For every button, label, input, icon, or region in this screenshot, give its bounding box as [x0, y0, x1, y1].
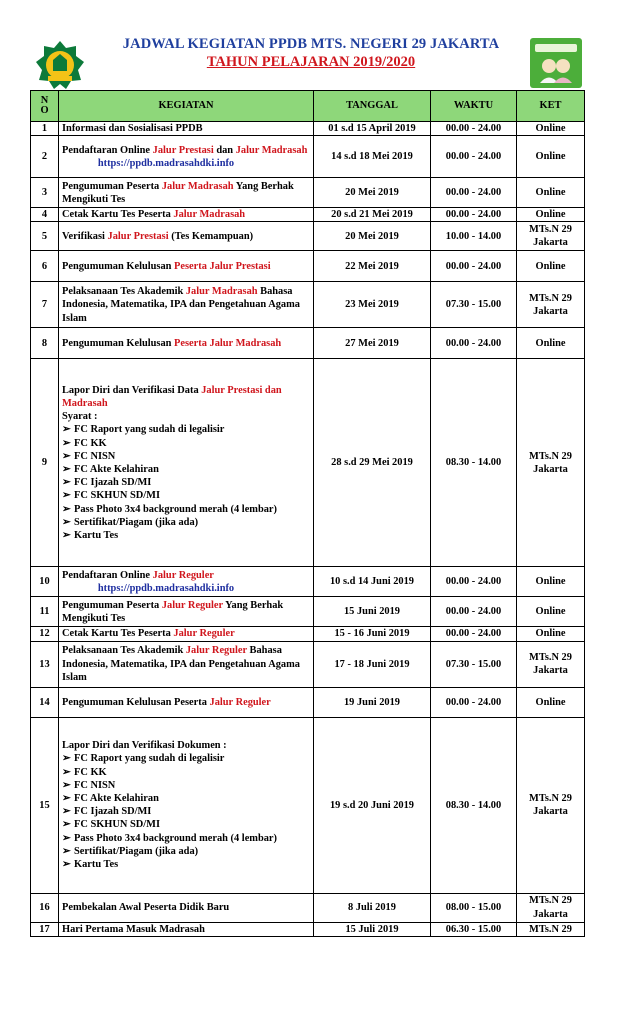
dokumen-item-text: FC Raport yang sudah di legalisir [74, 753, 225, 765]
ket-cell: Online [517, 567, 585, 597]
kegiatan-highlight: Jalur Reguler [161, 599, 223, 611]
kegiatan-cell [59, 359, 314, 567]
kegiatan-text: Cetak Kartu Tes Peserta [62, 209, 174, 221]
waktu-cell: 00.00 - 24.00 [431, 136, 517, 178]
page-header [0, 0, 622, 90]
arrow-bullet-icon: ➢ [62, 858, 71, 870]
kegiatan-text: Informasi dan Sosialisasi PPDB [62, 123, 203, 134]
tanggal-cell: 23 Mei 2019 [314, 282, 431, 328]
syarat-item-text: FC Raport yang sudah di legalisir [74, 424, 225, 436]
table-row [31, 359, 585, 567]
row-number: 2 [31, 136, 59, 178]
kegiatan-text: Pendaftaran Online [62, 569, 153, 581]
syarat-item [62, 423, 310, 436]
arrow-bullet-icon: ➢ [62, 477, 71, 489]
waktu-cell: 06.30 - 15.00 [431, 922, 517, 936]
tanggal-cell: 27 Mei 2019 [314, 328, 431, 359]
syarat-item [62, 529, 310, 542]
ket-cell: MTs.N 29 Jakarta [517, 222, 585, 251]
waktu-cell: 08.30 - 14.00 [431, 717, 517, 893]
ket-cell: MTs.N 29 Jakarta [517, 641, 585, 687]
kegiatan-cell [59, 597, 314, 627]
row-number: 11 [31, 597, 59, 627]
table-row [31, 208, 585, 222]
page-title: JADWAL KEGIATAN PPDB MTS. NEGERI 29 JAKARTA [122, 36, 500, 52]
row-number: 16 [31, 893, 59, 922]
tanggal-cell: 15 - 16 Juni 2019 [314, 627, 431, 641]
page-subtitle: TAHUN PELAJARAN 2019/2020 [206, 54, 416, 70]
ket-cell: Online [517, 251, 585, 282]
kegiatan-highlight: Jalur Reguler [209, 696, 271, 708]
waktu-cell: 07.30 - 15.00 [431, 641, 517, 687]
ket-cell: Online [517, 687, 585, 717]
kegiatan-highlight: Jalur Prestasi [152, 144, 214, 156]
kegiatan-highlight: Jalur Reguler [185, 645, 247, 657]
waktu-cell: 00.00 - 24.00 [431, 627, 517, 641]
table-row [31, 222, 585, 251]
dokumen-item-text: FC Ijazah SD/MI [74, 806, 152, 818]
syarat-item [62, 463, 310, 476]
kegiatan-text: Yang Berhak Mengikuti Tes [62, 180, 294, 205]
table-row [31, 178, 585, 208]
table-body [31, 122, 585, 937]
arrow-bullet-icon: ➢ [62, 779, 71, 791]
waktu-cell: 08.00 - 15.00 [431, 893, 517, 922]
table-header-row [31, 91, 585, 122]
arrow-bullet-icon: ➢ [62, 832, 71, 844]
kegiatan-text: Pelaksanaan Tes Akademik [62, 286, 186, 298]
dokumen-item-text: FC KK [74, 766, 107, 778]
kegiatan-text: Hari Pertama Masuk Madrasah [62, 923, 205, 935]
syarat-item [62, 476, 310, 489]
arrow-bullet-icon: ➢ [62, 437, 71, 449]
kegiatan-text: Bahasa Indonesia, Matematika, IPA dan Pengetahuan Agama Islam [62, 645, 300, 683]
ket-cell: Online [517, 328, 585, 359]
kegiatan-text: Pengumuman Peserta [62, 180, 162, 192]
syarat-item-text: Sertifikat/Piagam (jika ada) [74, 516, 199, 528]
ket-cell: Online [517, 178, 585, 208]
waktu-cell: 07.30 - 15.00 [431, 282, 517, 328]
kegiatan-text: Yang Berhak Mengikuti Tes [62, 599, 284, 624]
waktu-cell: 10.00 - 14.00 [431, 222, 517, 251]
column-header-no [31, 91, 59, 122]
row-number: 13 [31, 641, 59, 687]
dokumen-item-text: Sertifikat/Piagam (jika ada) [74, 845, 199, 857]
waktu-cell: 00.00 - 24.00 [431, 178, 517, 208]
syarat-item-text: Pass Photo 3x4 background merah (4 lembar) [74, 503, 278, 515]
kegiatan-text: Cetak Kartu Tes Peserta [62, 628, 174, 640]
kegiatan-cell [59, 922, 314, 936]
kegiatan-text: Pelaksanaan Tes Akademik [62, 645, 186, 657]
schedule-table [30, 90, 585, 937]
tanggal-cell: 15 Juli 2019 [314, 922, 431, 936]
syarat-item-text: FC NISN [74, 450, 116, 462]
tanggal-cell: 20 Mei 2019 [314, 222, 431, 251]
syarat-item [62, 503, 310, 516]
ket-cell: MTs.N 29 Jakarta [517, 282, 585, 328]
tanggal-cell: 14 s.d 18 Mei 2019 [314, 136, 431, 178]
dokumen-item [62, 766, 310, 779]
arrow-bullet-icon: ➢ [62, 819, 71, 831]
kegiatan-text: Pengumuman Peserta [62, 599, 162, 611]
kegiatan-text: Lapor Diri dan Verifikasi Data [62, 384, 202, 396]
kegiatan-text: Verifikasi [62, 230, 108, 242]
ket-cell: MTs.N 29 Jakarta [517, 359, 585, 567]
table-row [31, 597, 585, 627]
kegiatan-highlight: Jalur Madrasah [173, 209, 246, 221]
kegiatan-highlight: Jalur Reguler [173, 628, 235, 640]
tanggal-cell: 10 s.d 14 Juni 2019 [314, 567, 431, 597]
row-number: 1 [31, 122, 59, 136]
arrow-bullet-icon: ➢ [62, 490, 71, 502]
registration-link[interactable]: https://ppdb.madrasahdki.info [97, 157, 235, 169]
madrasah-hebat-logo-icon [530, 38, 582, 88]
syarat-item [62, 489, 310, 502]
kegiatan-highlight: Jalur Madrasah [235, 144, 308, 156]
row-number: 6 [31, 251, 59, 282]
syarat-item [62, 437, 310, 450]
waktu-cell: 00.00 - 24.00 [431, 251, 517, 282]
ket-cell: Online [517, 122, 585, 136]
row-number: 3 [31, 178, 59, 208]
table-row [31, 627, 585, 641]
arrow-bullet-icon: ➢ [62, 424, 71, 436]
waktu-cell: 00.00 - 24.00 [431, 208, 517, 222]
dokumen-item-text: FC Akte Kelahiran [74, 792, 159, 804]
row-number: 17 [31, 922, 59, 936]
kegiatan-cell [59, 222, 314, 251]
kegiatan-highlight: Peserta Jalur Prestasi [174, 260, 271, 272]
kegiatan-highlight: Peserta Jalur Madrasah [174, 337, 282, 349]
kegiatan-text: Pengumuman Kelulusan [62, 260, 175, 272]
tanggal-cell: 28 s.d 29 Mei 2019 [314, 359, 431, 567]
dokumen-item [62, 792, 310, 805]
row-number: 9 [31, 359, 59, 567]
dokumen-item [62, 818, 310, 831]
arrow-bullet-icon: ➢ [62, 753, 71, 765]
kegiatan-text: Pendaftaran Online [62, 144, 153, 156]
kegiatan-highlight: Jalur Reguler [152, 569, 214, 581]
dokumen-item-text: Pass Photo 3x4 background merah (4 lembar) [74, 832, 278, 844]
kegiatan-cell [59, 251, 314, 282]
kegiatan-text: Lapor Diri dan Verifikasi Dokumen : [62, 740, 227, 752]
tanggal-cell: 19 s.d 20 Juni 2019 [314, 717, 431, 893]
kegiatan-cell [59, 208, 314, 222]
ket-cell: MTs.N 29 Jakarta [517, 717, 585, 893]
table-row [31, 922, 585, 936]
kegiatan-text: Pembekalan Awal Peserta Didik Baru [62, 902, 230, 913]
tanggal-cell: 15 Juni 2019 [314, 597, 431, 627]
table-row [31, 328, 585, 359]
row-number: 10 [31, 567, 59, 597]
tanggal-cell: 01 s.d 15 April 2019 [314, 122, 431, 136]
syarat-item-text: FC SKHUN SD/MI [74, 490, 161, 502]
kegiatan-cell [59, 567, 314, 597]
tanggal-cell: 19 Juni 2019 [314, 687, 431, 717]
ket-cell: Online [517, 208, 585, 222]
waktu-cell: 08.30 - 14.00 [431, 359, 517, 567]
column-header-waktu: WAKTU [431, 91, 517, 122]
dokumen-item-text: Kartu Tes [74, 858, 119, 870]
kegiatan-highlight: Jalur Prestasi [107, 230, 169, 242]
column-header-ket: KET [517, 91, 585, 122]
arrow-bullet-icon: ➢ [62, 463, 71, 475]
kegiatan-cell [59, 641, 314, 687]
tanggal-cell: 22 Mei 2019 [314, 251, 431, 282]
dokumen-item [62, 752, 310, 765]
tanggal-cell: 20 Mei 2019 [314, 178, 431, 208]
registration-link[interactable]: https://ppdb.madrasahdki.info [97, 582, 235, 594]
ket-cell: MTs.N 29 Jakarta [517, 893, 585, 922]
table-row [31, 641, 585, 687]
arrow-bullet-icon: ➢ [62, 792, 71, 804]
syarat-item-text: Kartu Tes [74, 529, 119, 541]
syarat-item [62, 516, 310, 529]
tanggal-cell: 17 - 18 Juni 2019 [314, 641, 431, 687]
row-number: 12 [31, 627, 59, 641]
table-row [31, 567, 585, 597]
waktu-cell: 00.00 - 24.00 [431, 328, 517, 359]
table-row [31, 251, 585, 282]
table-row [31, 687, 585, 717]
dokumen-item [62, 779, 310, 792]
dokumen-item-text: FC SKHUN SD/MI [74, 819, 161, 831]
syarat-label: Syarat : [62, 411, 98, 423]
syarat-item-text: FC Akte Kelahiran [74, 463, 159, 475]
syarat-item-text: FC Ijazah SD/MI [74, 477, 152, 489]
table-row [31, 717, 585, 893]
row-number: 8 [31, 328, 59, 359]
dokumen-item [62, 832, 310, 845]
column-header-no-label: NO [40, 95, 49, 116]
table-row [31, 282, 585, 328]
waktu-cell: 00.00 - 24.00 [431, 597, 517, 627]
tanggal-cell: 8 Juli 2019 [314, 893, 431, 922]
row-number: 15 [31, 717, 59, 893]
kegiatan-cell [59, 136, 314, 178]
kegiatan-text: Pengumuman Kelulusan [62, 337, 175, 349]
arrow-bullet-icon: ➢ [62, 529, 71, 541]
ket-cell: Online [517, 136, 585, 178]
waktu-cell: 00.00 - 24.00 [431, 567, 517, 597]
kegiatan-text: dan [213, 144, 236, 156]
table-row [31, 136, 585, 178]
ket-cell: MTs.N 29 [517, 922, 585, 936]
kegiatan-cell [59, 687, 314, 717]
tanggal-cell: 20 s.d 21 Mei 2019 [314, 208, 431, 222]
kegiatan-text: Bahasa Indonesia, Matematika, IPA dan Pengetahuan Agama Islam [62, 286, 300, 324]
row-number: 14 [31, 687, 59, 717]
arrow-bullet-icon: ➢ [62, 845, 71, 857]
ket-cell: Online [517, 597, 585, 627]
kegiatan-cell [59, 328, 314, 359]
syarat-item [62, 450, 310, 463]
kegiatan-cell [59, 717, 314, 893]
waktu-cell: 00.00 - 24.00 [431, 687, 517, 717]
kegiatan-highlight: Jalur Madrasah [185, 286, 258, 298]
syarat-item-text: FC KK [74, 437, 107, 449]
kegiatan-cell [59, 282, 314, 328]
column-header-kegiatan: KEGIATAN [59, 91, 314, 122]
waktu-cell: 00.00 - 24.00 [431, 122, 517, 136]
table-row [31, 893, 585, 922]
row-number: 5 [31, 222, 59, 251]
row-number: 7 [31, 282, 59, 328]
arrow-bullet-icon: ➢ [62, 450, 71, 462]
arrow-bullet-icon: ➢ [62, 503, 71, 515]
ket-cell: Online [517, 627, 585, 641]
kegiatan-cell [59, 122, 314, 136]
kegiatan-highlight: Jalur Prestasi dan Madrasah [62, 384, 282, 409]
kegiatan-cell [59, 627, 314, 641]
dokumen-item [62, 858, 310, 871]
dokumen-item [62, 805, 310, 818]
arrow-bullet-icon: ➢ [62, 766, 71, 778]
kegiatan-text: (Tes Kemampuan) [168, 230, 254, 242]
row-number: 4 [31, 208, 59, 222]
kegiatan-text: Pengumuman Kelulusan Peserta [62, 696, 210, 708]
table-row [31, 122, 585, 136]
arrow-bullet-icon: ➢ [62, 806, 71, 818]
dokumen-item [62, 845, 310, 858]
dokumen-item-text: FC NISN [74, 779, 116, 791]
kegiatan-cell [59, 178, 314, 208]
column-header-tanggal: TANGGAL [314, 91, 431, 122]
kegiatan-highlight: Jalur Madrasah [161, 180, 234, 192]
kegiatan-cell [59, 893, 314, 922]
arrow-bullet-icon: ➢ [62, 516, 71, 528]
